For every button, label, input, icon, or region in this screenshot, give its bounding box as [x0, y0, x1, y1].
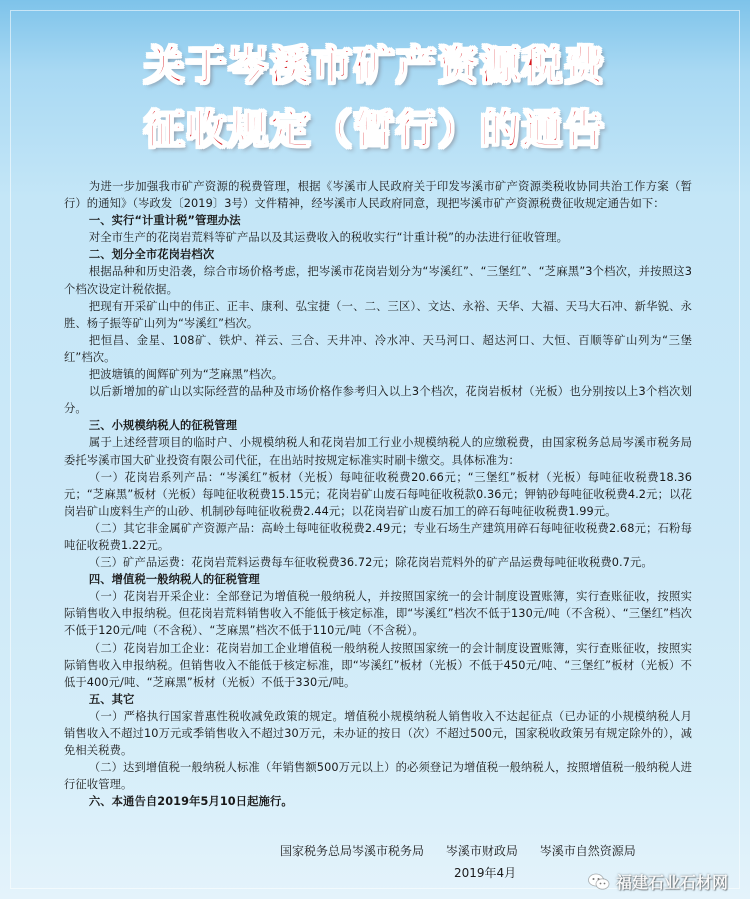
paragraph: （二）其它非金属矿产资源产品：高岭土每吨征收税费2.49元；专业石场生产建筑用碎石每吨征收税费2.68元；石粉每吨征收税费1.22元。 — [64, 521, 692, 552]
title-line-2: 征收规定（暂行）的通告 — [144, 107, 606, 153]
section-heading: 六、本通告自2019年5月10日起施行。 — [88, 795, 293, 809]
paragraph: （一）花岗岩系列产品：“岑溪红”板材（光板）每吨征收税费20.66元；“三堡红”板材（光板）每吨征收税费18.36元；“芝麻黑”板材（光板）每吨征收税费15.15元；花岗岩矿山废石每吨征收税款0.36元；钾钠砂每吨征收税费4.2元；以花岗岩矿山废料生产的山砂、机制砂每吨征收税费2.44元；以花岗岩矿山废石加工的碎石每吨征收税费1.99元。 — [64, 470, 692, 518]
signature-line — [280, 842, 654, 859]
paragraph: 根据品种和历史沿袭，综合市场价格考虑，把岑溪市花岗岩划分为“岑溪红”、“三堡红”、“芝麻黑”3个档次，并按照这3个档次设定计税依据。 — [64, 265, 692, 296]
notice-date: 2019年4月 — [454, 866, 517, 880]
signature-tax-bureau: 国家税务总局岑溪市税务局 — [280, 844, 425, 858]
signature-resources-bureau: 岑溪市自然资源局 — [539, 844, 636, 858]
paragraph: 对全市生产的花岗岩荒料等矿产品以及其运费收入的税收实行“计重计税”的办法进行征收管理。 — [88, 231, 569, 245]
paragraph: 把波塘镇的闽辉矿列为“芝麻黑”档次。 — [88, 368, 284, 382]
section-heading: 四、增值税一般纳税人的征税管理 — [88, 573, 260, 587]
paragraph: （一）花岗岩开采企业：全部登记为增值税一般纳税人，并按照国家统一的会计制度设置账簿，实行查账征收，按照实际销售收入申报纳税。但花岗岩荒料销售收入不能低于核定标准，即“岑溪红”档次不低于130元/吨（不含税）、“三堡红”档次不低于120元/吨（不含税）、“芝麻黑”档次不低于110元/吨（不含税）。 — [64, 590, 692, 638]
paragraph: 把现有开采矿山中的伟正、正丰、康利、弘宝捷（一、二、三区）、文达、永裕、天华、大福、天马大石冲、新华锐、永胜、杨子振等矿山列为“岑溪红”档次。 — [64, 299, 692, 330]
paragraph: 属于上述经营项目的临时户、小规模纳税人和花岗岩加工行业小规模纳税人的应缴税费，由国家税务总局岑溪市税务局委托岑溪市国大矿业投资有限公司代征，在出站时按规定标准实时刷卡缴交。具体标准为： — [64, 436, 692, 467]
paragraph: 以后新增加的矿山以实际经营的品种及市场价格作参考归入以上3个档次，花岗岩板材（光板）也分别按以上3个档次划分。 — [64, 385, 692, 416]
paragraph: （二）达到增值税一般纳税人标准（年销售额500万元以上）的必须登记为增值税一般纳税人，按照增值税一般纳税人进行征收管理。 — [64, 761, 692, 792]
title-line-1: 关于岑溪市矿产资源税费 — [144, 43, 606, 89]
notice-body — [64, 178, 692, 810]
section-heading: 二、划分全市花岗岩档次 — [88, 248, 215, 262]
section-heading: 三、小规模纳税人的征税管理 — [88, 419, 238, 433]
section-heading: 五、其它 — [88, 692, 135, 706]
watermark — [588, 870, 728, 893]
paragraph: 把恒昌、金星、108矿、铁炉、祥云、三合、天井冲、冷水冲、天马河口、超达河口、大恒、百顺等矿山列为“三堡红”档次。 — [64, 333, 692, 364]
paragraph: 为进一步加强我市矿产资源的税费管理，根据《岑溪市人民政府关于印发岑溪市矿产资源类税收协同共治工作方案（暂行）的通知》（岑政发〔2019〕3号）文件精神，经岑溪市人民政府同意，现把岑溪市矿产资源税费征收规定通告如下： — [64, 180, 692, 211]
paragraph: （三）矿产品运费：花岗岩荒料运费每车征收税费36.72元；除花岗岩荒料外的矿产品运费每吨征收税费0.7元。 — [88, 556, 653, 570]
watermark-text: 福建石业石材网 — [615, 873, 728, 892]
paragraph: （一）严格执行国家普惠性税收减免政策的规定。增值税小规模纳税人销售收入不达起征点（已办证的小规模纳税人月销售收入不超过10万元或季销售收入不超过30万元，未办证的按日（次）不超过500元，国家税收政策另有规定除外的），减免相关税费。 — [64, 709, 692, 758]
wechat-icon — [588, 873, 610, 891]
section-heading: 一、实行“计重计税”管理办法 — [88, 214, 241, 228]
signature-finance-bureau: 岑溪市财政局 — [445, 844, 518, 858]
paragraph: （二）花岗岩加工企业：花岗岩加工企业增值税一般纳税人按照国家统一的会计制度设置账簿，实行查账征收，按照实际销售收入申报纳税。但销售收入不能低于核定标准，即“岑溪红”板材（光板）不低于450元/吨、“三堡红”板材（光板）不低于400元/吨、“芝麻黑”板材（光板）不低于330元/吨。 — [64, 641, 692, 689]
